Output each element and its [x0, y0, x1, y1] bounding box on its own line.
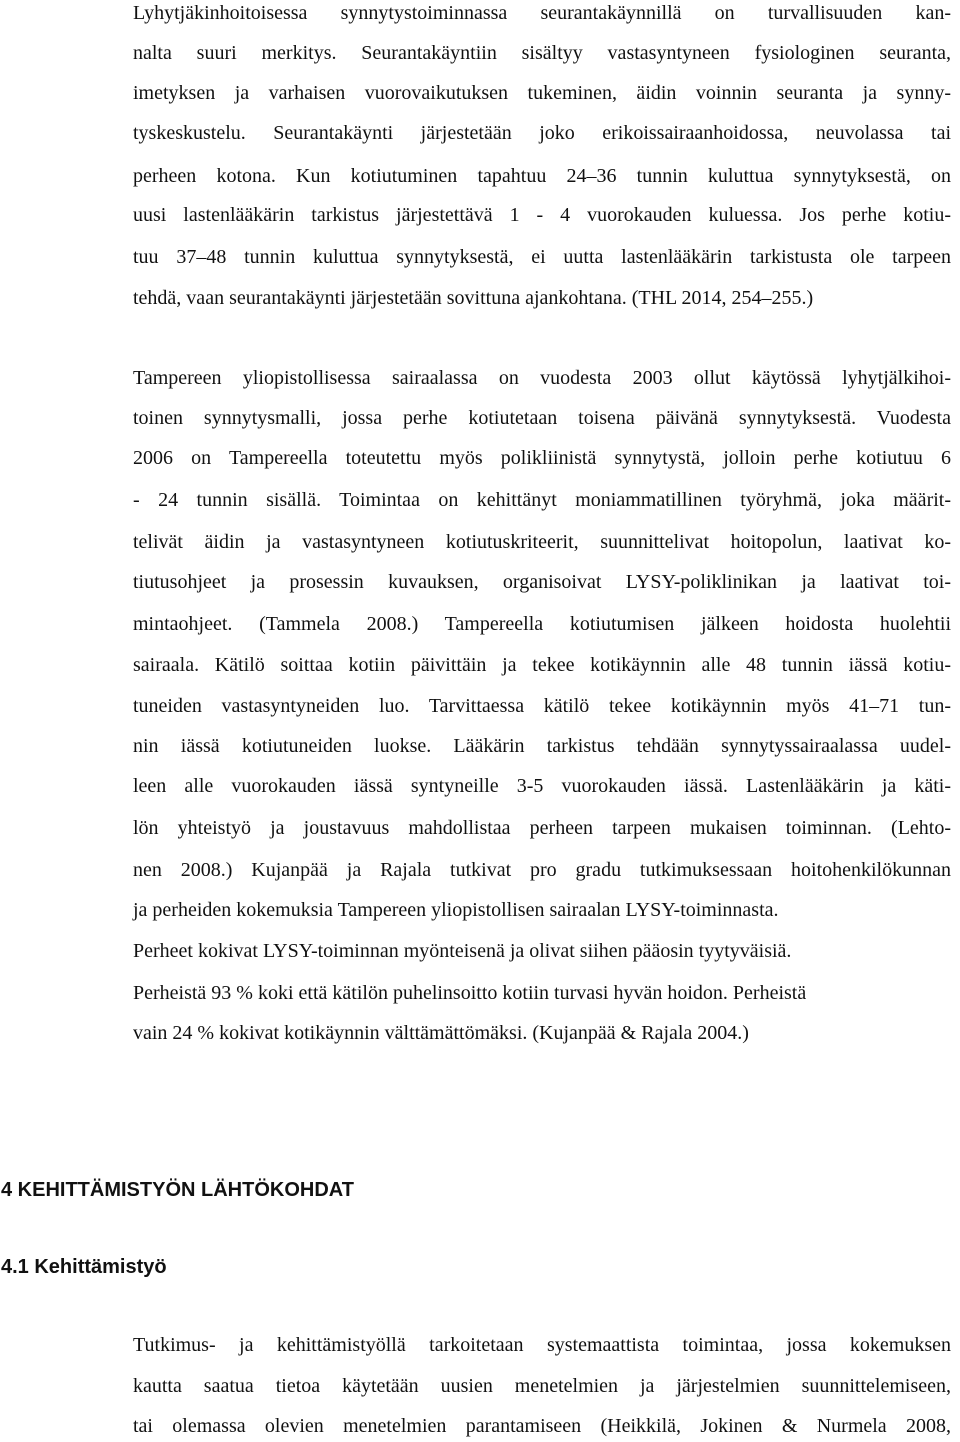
text-line: mintaohjeet. (Tammela 2008.) Tampereella kotiutumisen jälkeen hoidosta huolehtii [133, 613, 951, 635]
text-line: nalta suuri merkitys. Seurantakäyntiin sisältyy vastasyntyneen fysiologinen seuranta, [133, 42, 951, 64]
text-line: Tutkimus- ja kehittämistyöllä tarkoitetaan systemaattista toimintaa, jossa kokemuksen [133, 1334, 951, 1356]
text-line: Perheistä 93 % koki että kätilön puhelinsoitto kotiin turvasi hyvän hoidon. Perheistä [133, 982, 807, 1004]
text-line: tyskeskustelu. Seurantakäynti järjestetään joko erikoissairaanhoidossa, neuvolassa tai [133, 122, 951, 144]
text-line: nin iässä kotiutuneiden luokse. Lääkärin tarkistus tehdään synnytyssairaalassa uudel- [133, 735, 951, 757]
text-line: Tampereen yliopistollisessa sairaalassa on vuodesta 2003 ollut käytössä lyhytjälkihoi- [133, 367, 951, 389]
text-line: tuneiden vastasyntyneiden luo. Tarvittaessa kätilö tekee kotikäynnin myös 41–71 tun- [133, 695, 951, 717]
text-line: lön yhteistyö ja joustavuus mahdollistaa perheen tarpeen mukaisen toiminnan. (Lehto- [133, 817, 951, 839]
text-line: uusi lastenlääkärin tarkistus järjestettävä 1 - 4 vuorokauden kuluessa. Jos perhe kotiu- [133, 204, 951, 226]
text-line: ja perheiden kokemuksia Tampereen yliopistollisen sairaalan LYSY-toiminnasta. [133, 899, 779, 921]
text-line: 2006 on Tampereella toteutettu myös polikliinistä synnytystä, jolloin perhe kotiutuu 6 [133, 447, 951, 469]
chapter-heading: 4 KEHITTÄMISTYÖN LÄHTÖKOHDAT [1, 1179, 354, 1201]
text-line: Perheet kokivat LYSY-toiminnan myönteisenä ja olivat siihen pääosin tyytyväisiä. [133, 940, 792, 962]
text-line: imetyksen ja varhaisen vuorovaikutuksen tukeminen, äidin voinnin seuranta ja synny- [133, 82, 951, 104]
text-line: tai olemassa olevien menetelmien parantamiseen (Heikkilä, Jokinen & Nurmela 2008, [133, 1415, 951, 1437]
text-line: tiutusohjeet ja prosessin kuvauksen, organisoivat LYSY-poliklinikan ja laativat toi- [133, 571, 951, 593]
text-line: toinen synnytysmalli, jossa perhe kotiutetaan toisena päivänä synnytyksestä. Vuodesta [133, 407, 951, 429]
text-line: Lyhytjäkinhoitoisessa synnytystoiminnassa seurantakäynnillä on turvallisuuden kan- [133, 2, 951, 24]
text-line: leen alle vuorokauden iässä syntyneille 3-5 vuorokauden iässä. Lastenlääkärin ja käti- [133, 775, 951, 797]
text-line: telivät äidin ja vastasyntyneen kotiutuskriteerit, suunnittelivat hoitopolun, laativat ko- [133, 531, 951, 553]
text-line: - 24 tunnin sisällä. Toimintaa on kehittänyt moniammatillinen työryhmä, joka määrit- [133, 489, 951, 511]
text-line: tuu 37–48 tunnin kuluttua synnytyksestä, ei uutta lastenlääkärin tarkistusta ole tarpeen [133, 246, 951, 268]
text-line: perheen kotona. Kun kotiutuminen tapahtuu 24–36 tunnin kuluttua synnytyksestä, on [133, 165, 951, 187]
text-line: sairaala. Kätilö soittaa kotiin päivittäin ja tekee kotikäynnin alle 48 tunnin iässä kotiu- [133, 654, 951, 676]
section-heading: 4.1 Kehittämistyö [1, 1256, 167, 1278]
text-line: vain 24 % kokivat kotikäynnin välttämättömäksi. (Kujanpää & Rajala 2004.) [133, 1022, 749, 1044]
text-line: tehdä, vaan seurantakäynti järjestetään sovittuna ajankohtana. (THL 2014, 254–255.) [133, 287, 814, 309]
text-line: nen 2008.) Kujanpää ja Rajala tutkivat pro gradu tutkimuksessaan hoitohenkilökunnan [133, 859, 951, 881]
text-line: kautta saatua tietoa käytetään uusien menetelmien ja järjestelmien suunnittelemiseen, [133, 1375, 951, 1397]
